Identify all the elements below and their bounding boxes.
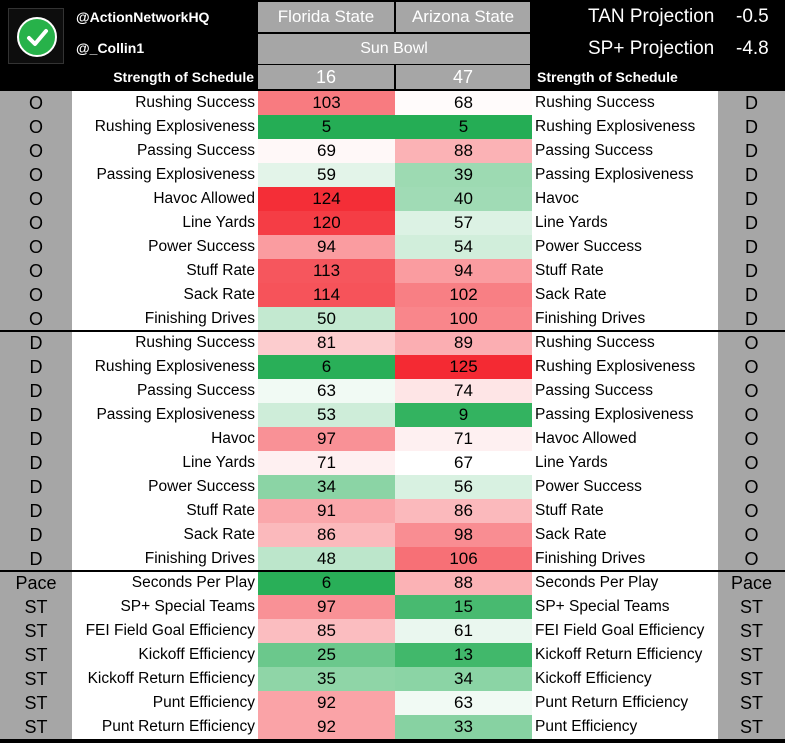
unit-label-right: O (744, 525, 759, 545)
stat-name-right: Stuff Rate (535, 502, 604, 519)
unit-label-left: D (29, 549, 43, 569)
rank-left: 71 (258, 451, 395, 475)
stat-name-right: Seconds Per Play (535, 574, 659, 591)
unit-label-left: O (28, 189, 43, 209)
rank-left: 69 (258, 139, 395, 163)
rank-left: 85 (258, 619, 395, 643)
unit-label-left: O (28, 285, 43, 305)
rank-left: 35 (258, 667, 395, 691)
unit-label-left: O (28, 213, 43, 233)
sp-projection-value: -4.8 (736, 38, 769, 59)
rank-right: 61 (395, 619, 532, 643)
stat-name-left: Seconds Per Play (131, 574, 255, 591)
stat-name-left: Punt Efficiency (152, 694, 255, 711)
stat-name-left: Line Yards (182, 214, 255, 231)
stat-name-right: Passing Success (535, 382, 654, 399)
stat-name-right: Punt Efficiency (535, 718, 638, 735)
unit-label-right: O (744, 477, 759, 497)
action-network-logo (8, 8, 64, 64)
stat-name-right: Rushing Success (535, 334, 655, 351)
rank-right: 98 (395, 523, 532, 547)
stat-name-left: Rushing Explosiveness (94, 118, 255, 135)
stat-name-right: Sack Rate (535, 526, 607, 543)
unit-label-right: ST (739, 597, 763, 617)
stat-name-right: Passing Success (535, 142, 654, 159)
stat-name-right: Rushing Explosiveness (535, 118, 696, 135)
rank-left: 97 (258, 427, 395, 451)
stat-name-left: Rushing Explosiveness (94, 358, 255, 375)
unit-label-right: O (744, 501, 759, 521)
stat-name-left: Finishing Drives (144, 310, 255, 327)
rank-right: 71 (395, 427, 532, 451)
stat-name-right: Rushing Explosiveness (535, 358, 696, 375)
unit-label-right: ST (739, 645, 763, 665)
unit-label-left: Pace (15, 573, 57, 593)
handle-author: @_Collin1 (76, 40, 145, 56)
unit-label-left: ST (24, 669, 48, 689)
stat-name-right: Passing Explosiveness (535, 406, 694, 423)
rank-right: 125 (395, 355, 532, 379)
section-divider (0, 330, 785, 332)
stat-name-left: Sack Rate (183, 286, 255, 303)
rank-left: 86 (258, 523, 395, 547)
unit-label-right: ST (739, 717, 763, 737)
tan-projection-label: TAN Projection (588, 6, 715, 27)
rank-right: 54 (395, 235, 532, 259)
unit-label-right: D (745, 285, 758, 305)
unit-label-left: D (29, 357, 43, 377)
unit-label-right: D (745, 237, 758, 257)
checkmark-icon (9, 9, 65, 65)
rank-left: 92 (258, 715, 395, 739)
stat-name-left: Power Success (148, 478, 255, 495)
rank-left: 114 (258, 283, 395, 307)
rank-left: 48 (258, 547, 395, 571)
unit-label-left: D (29, 333, 43, 353)
unit-label-left: D (29, 477, 43, 497)
stat-name-left: Passing Success (136, 142, 255, 159)
tan-projection-value: -0.5 (736, 6, 769, 27)
stat-name-right: Havoc (535, 190, 579, 207)
stat-name-left: Rushing Success (135, 334, 255, 351)
unit-label-right: O (744, 357, 759, 377)
rank-left: 53 (258, 403, 395, 427)
rank-right: 68 (395, 91, 532, 115)
unit-label-left: O (28, 237, 43, 257)
unit-label-left: D (29, 381, 43, 401)
stat-name-right: Punt Return Efficiency (535, 694, 689, 711)
rank-right: 89 (395, 331, 532, 355)
stat-name-left: Kickoff Efficiency (138, 646, 255, 663)
stat-name-right: Line Yards (535, 454, 608, 471)
rank-right: 86 (395, 499, 532, 523)
stat-name-left: Punt Return Efficiency (101, 718, 255, 735)
stat-name-right: Passing Explosiveness (535, 166, 694, 183)
stat-name-left: Passing Success (136, 382, 255, 399)
stat-name-left: Sack Rate (183, 526, 255, 543)
stat-name-right: Kickoff Efficiency (535, 670, 652, 687)
unit-label-right: ST (739, 669, 763, 689)
unit-label-left: ST (24, 645, 48, 665)
unit-label-left: D (29, 405, 43, 425)
rank-right: 34 (395, 667, 532, 691)
rank-right: 63 (395, 691, 532, 715)
unit-label-right: Pace (730, 573, 773, 593)
unit-label-left: ST (24, 597, 48, 617)
rank-right: 106 (395, 547, 532, 571)
stat-name-right: Rushing Success (535, 94, 655, 111)
rank-left: 6 (258, 355, 395, 379)
rank-left: 59 (258, 163, 395, 187)
sos-label-left: Strength of Schedule (113, 69, 254, 85)
stat-name-right: Finishing Drives (535, 550, 646, 567)
stat-name-left: Power Success (148, 238, 255, 255)
handle-main: @ActionNetworkHQ (76, 9, 210, 25)
stat-name-right: Havoc Allowed (535, 430, 637, 447)
unit-label-right: ST (739, 693, 763, 713)
unit-label-right: D (745, 189, 758, 209)
rank-left: 50 (258, 307, 395, 331)
unit-label-left: ST (24, 717, 48, 737)
rank-left: 124 (258, 187, 395, 211)
unit-label-left: O (28, 93, 43, 113)
rank-right: 40 (395, 187, 532, 211)
stat-name-left: Stuff Rate (186, 502, 255, 519)
rank-left: 34 (258, 475, 395, 499)
rank-left: 97 (258, 595, 395, 619)
unit-label-right: D (745, 213, 758, 233)
rank-right: 94 (395, 259, 532, 283)
unit-label-left: O (28, 309, 43, 329)
stat-name-left: Line Yards (182, 454, 255, 471)
stat-name-right: Kickoff Return Efficiency (535, 646, 703, 663)
rank-right: 15 (395, 595, 532, 619)
unit-label-right: D (745, 141, 758, 161)
team-right-header: Arizona State (396, 2, 530, 32)
stat-name-left: SP+ Special Teams (120, 598, 255, 615)
rank-left: 81 (258, 331, 395, 355)
unit-label-right: O (744, 381, 759, 401)
unit-label-left: O (28, 141, 43, 161)
unit-label-left: ST (24, 621, 48, 641)
stat-name-left: Havoc (211, 430, 255, 447)
stat-name-right: SP+ Special Teams (535, 598, 670, 615)
stat-name-right: Power Success (535, 478, 642, 495)
unit-label-right: O (744, 333, 759, 353)
unit-label-right: O (744, 453, 759, 473)
unit-label-left: O (28, 261, 43, 281)
unit-label-left: O (28, 117, 43, 137)
rank-right: 56 (395, 475, 532, 499)
rank-right: 74 (395, 379, 532, 403)
rank-left: 25 (258, 643, 395, 667)
rank-right: 100 (395, 307, 532, 331)
stat-name-right: Sack Rate (535, 286, 607, 303)
rank-left: 94 (258, 235, 395, 259)
stat-name-left: Rushing Success (135, 94, 255, 111)
stat-name-right: FEI Field Goal Efficiency (535, 622, 705, 639)
unit-label-left: ST (24, 693, 48, 713)
stat-name-right: Finishing Drives (535, 310, 646, 327)
sp-projection-label: SP+ Projection (588, 38, 715, 59)
stat-name-right: Power Success (535, 238, 642, 255)
rank-right: 39 (395, 163, 532, 187)
rank-left: 120 (258, 211, 395, 235)
rank-right: 57 (395, 211, 532, 235)
sos-value-left: 16 (258, 65, 394, 89)
stat-name-left: Finishing Drives (144, 550, 255, 567)
section-divider (0, 570, 785, 572)
unit-label-right: D (745, 117, 758, 137)
rank-left: 91 (258, 499, 395, 523)
unit-label-right: O (744, 429, 759, 449)
unit-label-left: D (29, 501, 43, 521)
rank-right: 88 (395, 571, 532, 595)
rank-right: 88 (395, 139, 532, 163)
stat-name-left: Kickoff Return Efficiency (87, 670, 255, 687)
unit-label-right: ST (739, 621, 763, 641)
bowl-name: Sun Bowl (258, 34, 530, 64)
team-left-header: Florida State (258, 2, 394, 32)
unit-label-left: O (28, 165, 43, 185)
unit-label-left: D (29, 429, 43, 449)
stat-name-left: Passing Explosiveness (96, 166, 255, 183)
unit-label-right: D (745, 93, 758, 113)
stat-name-left: Havoc Allowed (153, 190, 255, 207)
unit-label-right: D (745, 261, 758, 281)
rank-right: 5 (395, 115, 532, 139)
stat-name-left: FEI Field Goal Efficiency (85, 622, 255, 639)
unit-label-left: D (29, 525, 43, 545)
stat-name-left: Stuff Rate (186, 262, 255, 279)
unit-label-right: D (745, 165, 758, 185)
unit-label-right: O (744, 549, 759, 569)
stat-name-right: Stuff Rate (535, 262, 604, 279)
unit-label-right: D (745, 309, 758, 329)
unit-label-left: D (29, 453, 43, 473)
rank-left: 92 (258, 691, 395, 715)
stat-name-left: Passing Explosiveness (96, 406, 255, 423)
sos-label-right: Strength of Schedule (537, 69, 678, 85)
rank-left: 63 (258, 379, 395, 403)
rank-right: 9 (395, 403, 532, 427)
rank-right: 33 (395, 715, 532, 739)
rank-right: 67 (395, 451, 532, 475)
sos-value-right: 47 (396, 65, 530, 89)
rank-left: 113 (258, 259, 395, 283)
unit-label-right: O (744, 405, 759, 425)
stat-name-right: Line Yards (535, 214, 608, 231)
rank-left: 6 (258, 571, 395, 595)
rank-left: 103 (258, 91, 395, 115)
rank-right: 13 (395, 643, 532, 667)
rank-left: 5 (258, 115, 395, 139)
rank-right: 102 (395, 283, 532, 307)
